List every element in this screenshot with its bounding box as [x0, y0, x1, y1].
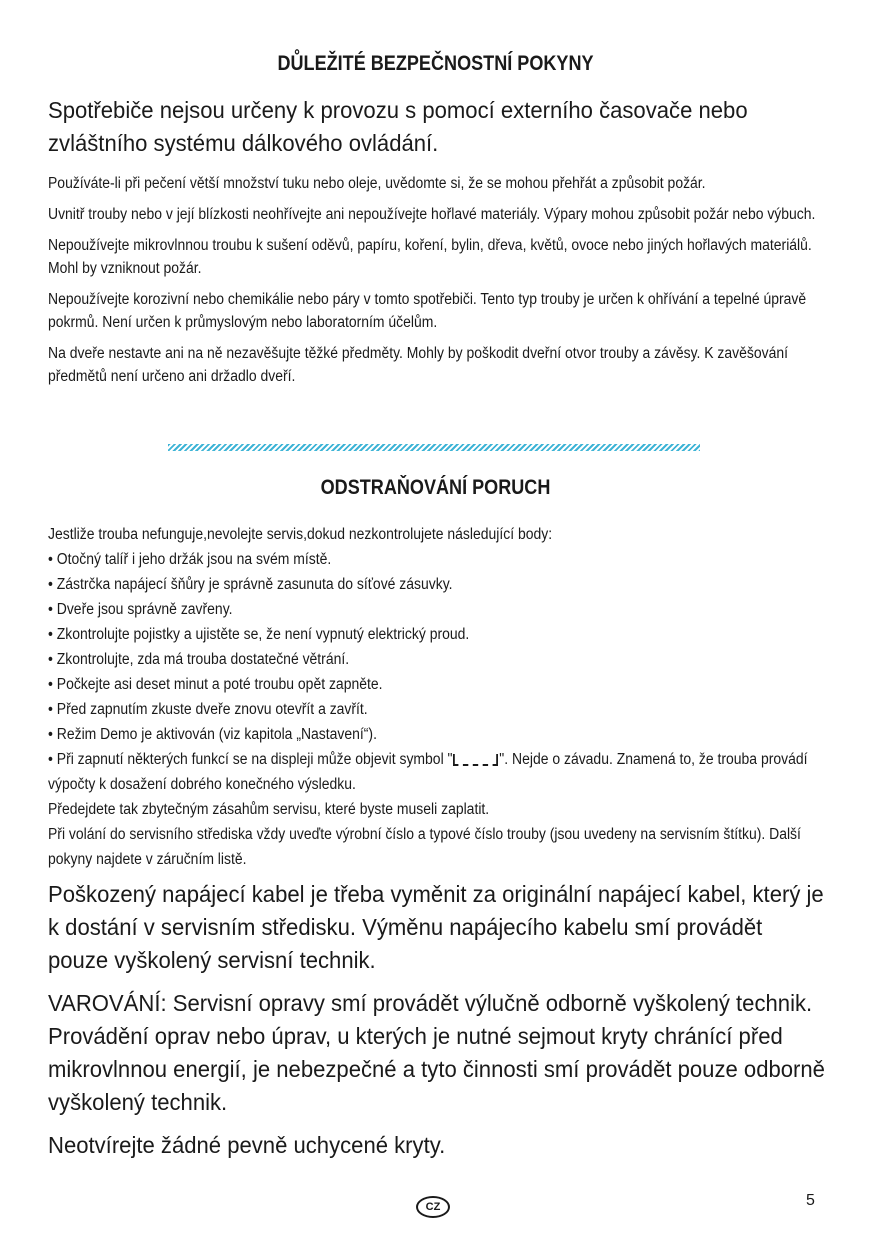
troubleshooting-bullet: • Otočný talíř i jeho držák jsou na svém místě. [48, 551, 332, 568]
warning-notice: VAROVÁNÍ: Servisní opravy smí provádět výlučně odborně vyškolený technik. Provádění oprav nebo úprav, u kterých je nutné sejmout kryty chránící před mikrovlnnou energií, je nebezpečné a tyto činnosti smí provádět pouze odborně vyškolený technik. [48, 990, 825, 1115]
troubleshooting-bullet: • Zkontrolujte pojistky a ujistěte se, že není vypnutý elektrický proud. [48, 626, 470, 643]
dashed-bracket-display-icon [453, 754, 498, 766]
troubleshooting-bullet: • Počkejte asi deset minut a poté troubu opět zapněte. [48, 676, 383, 693]
troubleshooting-service-text: Při volání do servisního střediska vždy uveďte výrobní číslo a typové číslo trouby (jsou uvedeny na servisním štítku). Další pokyny najdete v záručním listě. [48, 826, 801, 868]
troubleshooting-bullet: • Zkontrolujte, zda má trouba dostatečné větrání. [48, 651, 350, 668]
language-badge: CZ [416, 1196, 450, 1218]
troubleshooting-symbol-bullet [48, 747, 822, 797]
symbol-line-before: • Při zapnutí některých funkcí se na displeji může objevit symbol " [48, 751, 453, 768]
safety-intro: Spotřebiče nejsou určeny k provozu s pomocí externího časovače nebo zvláštního systému dálkového ovládání. [48, 97, 748, 156]
section-divider [168, 444, 700, 451]
troubleshooting-bullet: • Před zapnutím zkuste dveře znovu otevřít a zavřít. [48, 701, 368, 718]
cable-notice: Poškozený napájecí kabel je třeba vyměnit za originální napájecí kabel, který je k dostání v servisním středisku. Výměnu napájecího kabelu smí provádět pouze vyškolený servisní technik. [48, 881, 824, 973]
safety-item: Nepoužívejte mikrovlnnou troubu k sušení oděvů, papíru, koření, bylin, dřeva, květů, ovoce nebo jiných hořlavých materiálů. Mohl by vzniknout požár. [48, 237, 812, 277]
safety-item: Uvnitř trouby nebo v její blízkosti neohřívejte ani nepoužívejte hořlavé materiály. Výpary mohou způsobit požár nebo výbuch. [48, 206, 816, 223]
safety-item: Používáte-li při pečení větší množství tuku nebo oleje, uvědomte si, že se mohou přehřát a způsobit požár. [48, 175, 706, 192]
troubleshooting-intro: Jestliže trouba nefunguje,nevolejte servis,dokud nezkontrolujete následující body: [48, 526, 553, 543]
troubleshooting-avoid-text: Předejdete tak zbytečným zásahům servisu, které byste museli zaplatit. [48, 801, 490, 818]
symbol-line-after: ". Nejde o závadu. Znamená to, že trouba provádí výpočty k dosažení dobrého konečného výsledku. [48, 751, 808, 793]
troubleshooting-bullet: • Režim Demo je aktivován (viz kapitola „Nastavení“). [48, 726, 377, 743]
safety-item: Na dveře nestavte ani na ně nezavěšujte těžké předměty. Mohly by poškodit dveřní otvor trouby a závěsy. K zavěšování předmětů není určeno ani držadlo dveří. [48, 345, 789, 385]
page-number: 5 [806, 1192, 815, 1209]
troubleshooting-bullet: • Dveře jsou správně zavřeny. [48, 601, 233, 618]
safety-item: Nepoužívejte korozivní nebo chemikálie nebo páry v tomto spotřebiči. Tento typ trouby je určen k ohřívání a tepelné úpravě pokrmů. Není určen k průmyslovým nebo laboratorním účelům. [48, 291, 807, 331]
covers-notice: Neotvírejte žádné pevně uchycené kryty. [48, 1132, 446, 1158]
notices-block [48, 878, 858, 1172]
troubleshooting-bullet: • Zástrčka napájecí šňůry je správně zasunuta do síťové zásuvky. [48, 576, 453, 593]
safety-intro-block [48, 94, 858, 160]
safety-title: DŮLEŽITÉ BEZPEČNOSTNÍ POKYNY [277, 52, 594, 75]
troubleshooting-title: ODSTRAŇOVÁNÍ PORUCH [320, 476, 551, 499]
safety-list [48, 172, 875, 396]
troubleshooting-block [48, 522, 875, 872]
